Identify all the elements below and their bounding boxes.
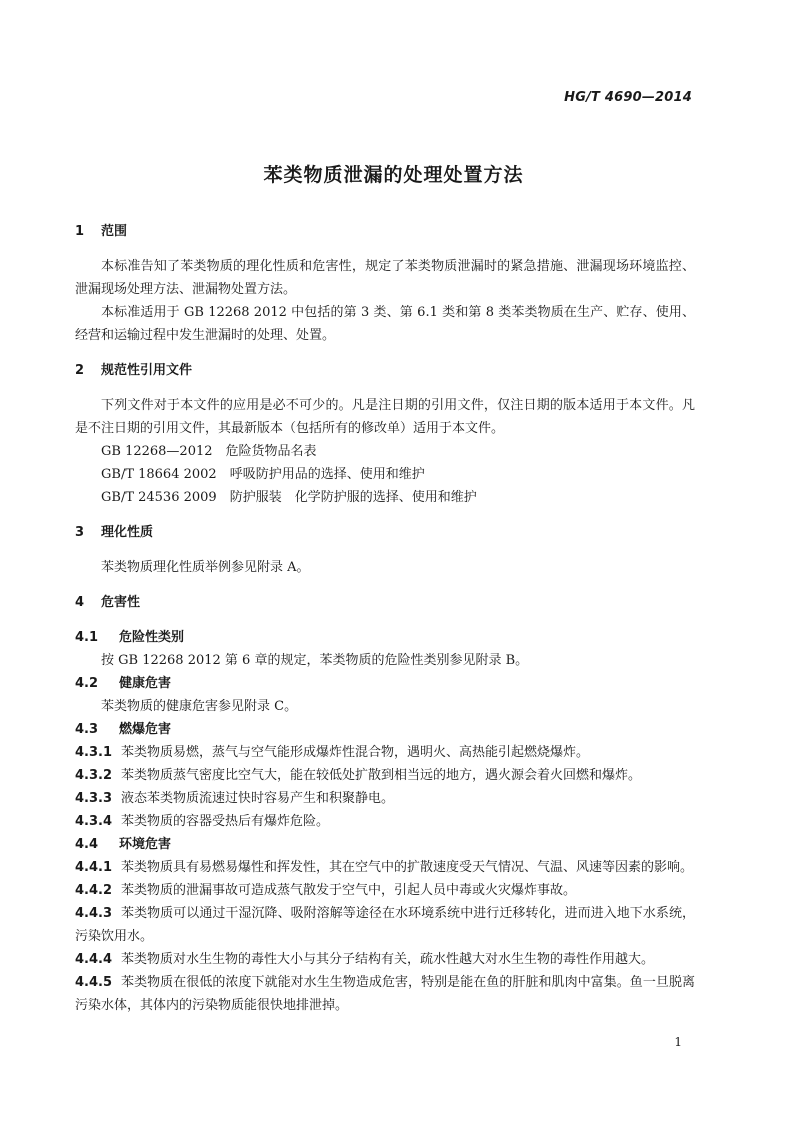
standard-code: HG/T 4690—2014: [564, 90, 692, 105]
clause-text: 苯类物质具有易燃易爆性和挥发性，其在空气中的扩散速度受天气情况、气温、风速等因素的影响。: [121, 860, 694, 875]
subsection-title: 危险性类别: [119, 630, 185, 645]
page-number: 1: [674, 1035, 682, 1049]
clause-number: 4.3.4: [75, 814, 113, 829]
clause-item: [75, 879, 695, 902]
subsection-number: 4.1: [75, 630, 99, 645]
section-title: 规范性引用文件: [101, 363, 193, 378]
subsection-title: 燃爆危害: [119, 722, 172, 737]
section-title: 范围: [101, 224, 128, 239]
subsection-heading-health-hazard: [75, 672, 695, 695]
clause-item: [75, 902, 695, 948]
references-paragraph: 下列文件对于本文件的应用是必不可少的。凡是注日期的引用文件，仅注日期的版本适用于本文件。凡是不注日期的引用文件，其最新版本（包括所有的修改单）适用于本文件。: [75, 398, 695, 436]
document-body: [75, 220, 695, 1017]
subsection-number: 4.2: [75, 676, 99, 691]
section-heading-scope: [75, 220, 695, 243]
clause-item: [75, 810, 695, 833]
clause-text: 苯类物质蒸气密度比空气大，能在较低处扩散到相当远的地方，遇火源会着火回燃和爆炸。: [121, 768, 642, 783]
clause-number: 4.4.1: [75, 860, 113, 875]
clause-text: 苯类物质在很低的浓度下就能对水生生物造成危害，特别是能在鱼的肝脏和肌肉中富集。鱼一旦脱离污染水体，其体内的污染物质能很快地排泄掉。: [75, 975, 695, 1013]
section-number: 3: [75, 525, 85, 540]
clause-item: [75, 856, 695, 879]
section-heading-normative-references: [75, 359, 695, 382]
clause-number: 4.4.2: [75, 883, 113, 898]
section-title: 理化性质: [101, 525, 154, 540]
section-number: 2: [75, 363, 85, 378]
clause-item: [75, 787, 695, 810]
reference-item: GB 12268—2012 危险货物品名表: [101, 444, 317, 459]
clause-item: [75, 971, 695, 1017]
section-title: 危害性: [101, 595, 141, 610]
scope-paragraph-2: 本标准适用于 GB 12268 2012 中包括的第 3 类、第 6.1 类和第 8 类苯类物质在生产、贮存、使用、经营和运输过程中发生泄漏时的处理、处置。: [75, 305, 695, 343]
clause-text: 苯类物质的容器受热后有爆炸危险。: [121, 814, 330, 829]
section-number: 4: [75, 595, 85, 610]
clause-text: 苯类物质可以通过干湿沉降、吸附溶解等途径在水环境系统中进行迁移转化，进而进入地下水系统，污染饮用水。: [75, 906, 695, 944]
section-heading-properties: [75, 521, 695, 544]
section-heading-hazards: [75, 591, 695, 614]
clause-text: 液态苯类物质流速过快时容易产生和积聚静电。: [121, 791, 395, 806]
subsection-number: 4.4: [75, 837, 99, 852]
subsection-title: 环境危害: [119, 837, 172, 852]
section-number: 1: [75, 224, 85, 239]
clause-number: 4.3.1: [75, 745, 113, 760]
clause-text: 苯类物质对水生生物的毒性大小与其分子结构有关，疏水性越大对水生生物的毒性作用越大。: [121, 952, 655, 967]
clause-text: 苯类物质的泄漏事故可造成蒸气散发于空气中，引起人员中毒或火灾爆炸事故。: [121, 883, 577, 898]
subsection-title: 健康危害: [119, 676, 172, 691]
subsection-heading-hazard-class: [75, 626, 695, 649]
subsection-heading-fire-explosion-hazard: [75, 718, 695, 741]
clause-number: 4.3.2: [75, 768, 113, 783]
reference-item: GB/T 18664 2002 呼吸防护用品的选择、使用和维护: [101, 467, 425, 482]
subsection-number: 4.3: [75, 722, 99, 737]
reference-item: GB/T 24536 2009 防护服装 化学防护服的选择、使用和维护: [101, 490, 477, 505]
clause-text: 苯类物质易燃，蒸气与空气能形成爆炸性混合物，遇明火、高热能引起燃烧爆炸。: [121, 745, 590, 760]
health-hazard-paragraph: 苯类物质的健康危害参见附录 C。: [101, 699, 298, 714]
clause-item: [75, 948, 695, 971]
clause-item: [75, 741, 695, 764]
clause-number: 4.3.3: [75, 791, 113, 806]
document-title: 苯类物质泄漏的处理处置方法: [263, 164, 524, 186]
clause-number: 4.4.4: [75, 952, 113, 967]
clause-number: 4.4.3: [75, 906, 113, 921]
subsection-heading-environmental-hazard: [75, 833, 695, 856]
properties-paragraph: 苯类物质理化性质举例参见附录 A。: [101, 560, 310, 575]
clause-item: [75, 764, 695, 787]
scope-paragraph-1: 本标准告知了苯类物质的理化性质和危害性，规定了苯类物质泄漏时的紧急措施、泄漏现场环境监控、泄漏现场处理方法、泄漏物处置方法。: [75, 259, 695, 297]
clause-number: 4.4.5: [75, 975, 113, 990]
hazard-class-paragraph: 按 GB 12268 2012 第 6 章的规定，苯类物质的危险性类别参见附录 B。: [101, 653, 529, 668]
